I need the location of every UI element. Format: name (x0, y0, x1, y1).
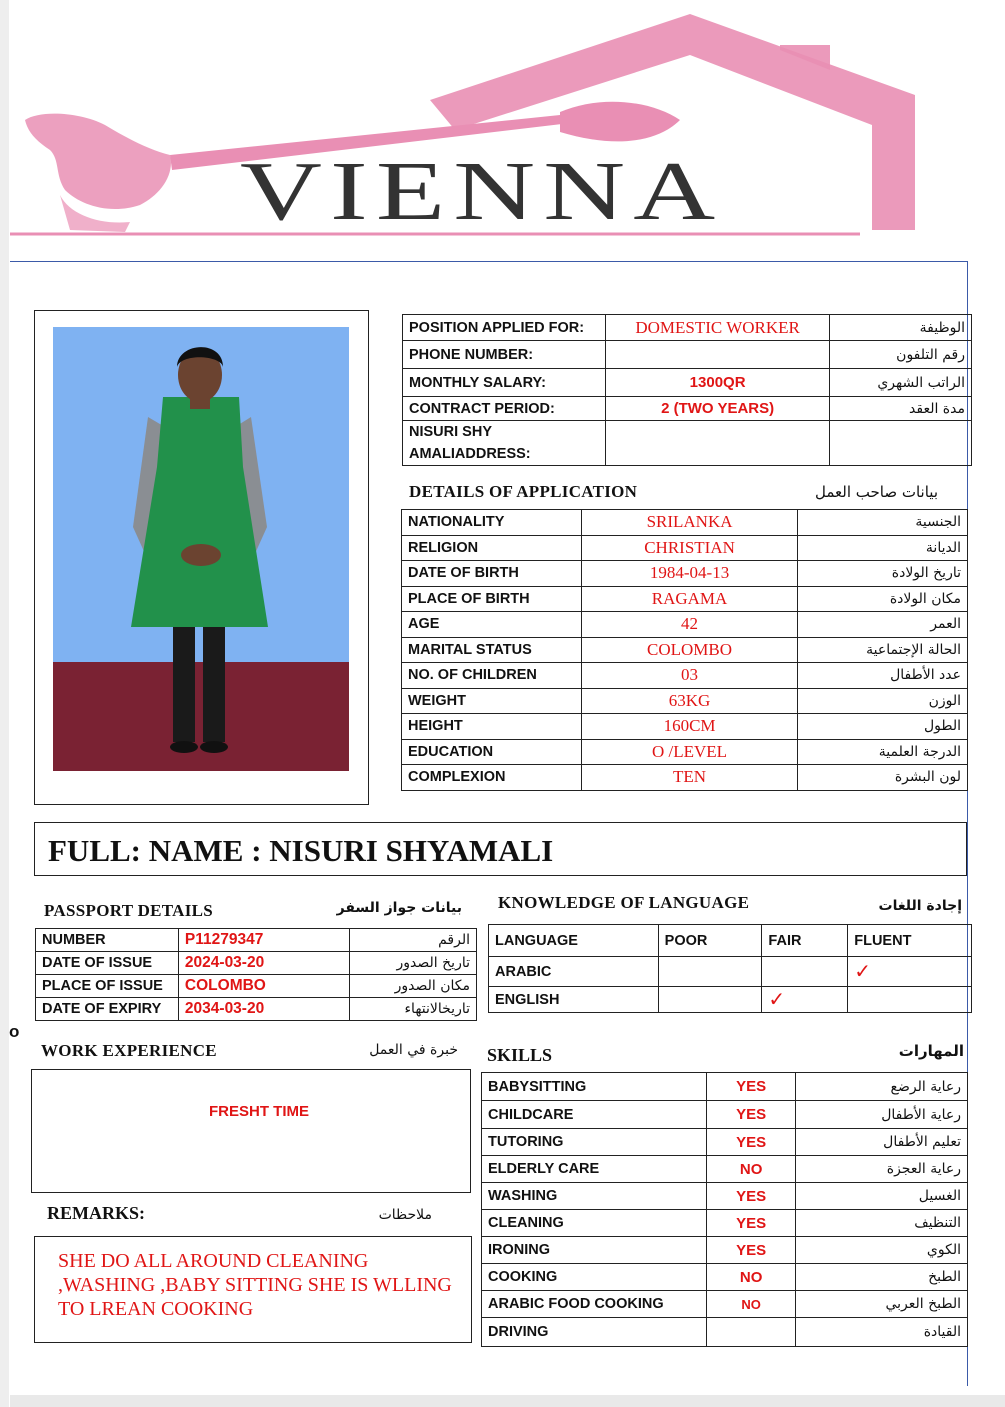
table-row (482, 1073, 968, 1101)
row-label: NO. OF CHILDREN (402, 663, 582, 689)
row-value: SRILANKA (581, 510, 797, 536)
row-label: MARITAL STATUS (402, 637, 582, 663)
row-label: NATIONALITY (402, 510, 582, 536)
english-fair-check-icon: ✓ (762, 987, 848, 1013)
row-label: DATE OF BIRTH (402, 561, 582, 587)
row-label: ELDERLY CARE (482, 1156, 707, 1183)
table-row (402, 612, 968, 638)
row-label-ar: تاريخ الصدور (350, 952, 477, 975)
language-table (488, 924, 972, 1013)
table-row (402, 739, 968, 765)
row-label-ar: رعاية الأطفال (796, 1101, 968, 1129)
phone-value (605, 341, 830, 369)
row-value: YES (706, 1129, 796, 1156)
row-value: NO (706, 1264, 796, 1291)
address-label-line2: AMALIADDRESS: (409, 446, 531, 462)
row-value: NO (706, 1291, 796, 1318)
row-value: YES (706, 1073, 796, 1101)
row-label: PLACE OF ISSUE (36, 975, 179, 998)
row-label: CLEANING (482, 1210, 707, 1237)
stray-mark: o (9, 1022, 20, 1041)
address-label-cell (403, 421, 606, 466)
skills-table (481, 1072, 968, 1347)
table-row (36, 929, 477, 952)
table-row (36, 952, 477, 975)
row-value: 160CM (581, 714, 797, 740)
logo (0, 0, 1005, 240)
application-table (401, 509, 968, 791)
position-table (402, 314, 972, 466)
row-label-ar: الغسيل (796, 1183, 968, 1210)
row-label: BABYSITTING (482, 1073, 707, 1101)
row-label-ar: الكوي (796, 1237, 968, 1264)
row-value: NO (706, 1156, 796, 1183)
table-row (489, 987, 972, 1013)
row-value: YES (706, 1101, 796, 1129)
position-label-ar: الوظيفة (830, 315, 972, 341)
full-name: FULL: NAME : NISURI SHYAMALI (48, 833, 554, 868)
row-label-ar: تاريخ الولادة (798, 561, 968, 587)
row-label: IRONING (482, 1237, 707, 1264)
row-label-ar: الدرجة العلمية (798, 739, 968, 765)
row-label: WASHING (482, 1183, 707, 1210)
row-value: 63KG (581, 688, 797, 714)
row-value: YES (706, 1210, 796, 1237)
row-value: TEN (581, 765, 797, 791)
arabic-fair (762, 957, 848, 987)
row-label: PLACE OF BIRTH (402, 586, 582, 612)
table-row (403, 421, 972, 466)
table-row (482, 1237, 968, 1264)
application-title-ar: بيانات صاحب العمل (815, 483, 938, 501)
address-label-line1: NISURI SHY (409, 424, 492, 440)
row-value: 42 (581, 612, 797, 638)
row-label-ar: الجنسية (798, 510, 968, 536)
row-value (706, 1318, 796, 1347)
row-label: NUMBER (36, 929, 179, 952)
row-label-ar: عدد الأطفال (798, 663, 968, 689)
row-value: P11279347 (178, 929, 349, 952)
table-row (402, 510, 968, 536)
row-value: RAGAMA (581, 586, 797, 612)
phone-label: PHONE NUMBER: (403, 341, 606, 369)
row-label: CHILDCARE (482, 1101, 707, 1129)
row-label-ar: التنظيف (796, 1210, 968, 1237)
row-label: ARABIC FOOD COOKING (482, 1291, 707, 1318)
table-row (402, 765, 968, 791)
row-value: COLOMBO (178, 975, 349, 998)
remarks-text: SHE DO ALL AROUND CLEANING ,WASHING ,BABY SITTING SHE IS WLLING TO LREAN COOKING (58, 1250, 452, 1320)
row-label-ar: الطبخ العربي (796, 1291, 968, 1318)
contract-value: 2 (TWO YEARS) (605, 397, 830, 421)
row-label-ar: رعاية الرضع (796, 1073, 968, 1101)
position-label: POSITION APPLIED FOR: (403, 315, 606, 341)
table-row (403, 315, 972, 341)
salary-value: 1300QR (605, 369, 830, 397)
language-header-fair: FAIR (762, 925, 848, 957)
row-value: 1984-04-13 (581, 561, 797, 587)
row-label-ar: مكان الصدور (350, 975, 477, 998)
row-label-ar: الرقم (350, 929, 477, 952)
language-header-fluent: FLUENT (848, 925, 972, 957)
arabic-poor (658, 957, 762, 987)
language-header-poor: POOR (658, 925, 762, 957)
row-label-ar: العمر (798, 612, 968, 638)
contract-label: CONTRACT PERIOD: (403, 397, 606, 421)
salary-label-ar: الراتب الشهري (830, 369, 972, 397)
row-label: HEIGHT (402, 714, 582, 740)
page-left-shadow (0, 0, 9, 1407)
position-value: DOMESTIC WORKER (605, 315, 830, 341)
row-label-ar: الطبخ (796, 1264, 968, 1291)
table-row (403, 341, 972, 369)
remarks-title: REMARKS: (47, 1203, 145, 1223)
frame-bottom-shadow (10, 1395, 1005, 1407)
frame-top-line (10, 261, 968, 262)
row-label-ar: تاريخالانتهاء (350, 998, 477, 1021)
table-row (489, 957, 972, 987)
language-header-language: LANGUAGE (489, 925, 659, 957)
remarks-title-ar: ملاحظات (378, 1207, 432, 1223)
language-english: ENGLISH (489, 987, 659, 1013)
row-label-ar: الوزن (798, 688, 968, 714)
full-name-box (34, 822, 967, 876)
table-row (402, 586, 968, 612)
table-row (482, 1101, 968, 1129)
applicant-photo (53, 327, 349, 771)
language-title-ar: إجادة اللغات (878, 898, 962, 914)
arabic-fluent-check-icon: ✓ (848, 957, 972, 987)
table-row (482, 1291, 968, 1318)
work-text: FRESHT TIME (209, 1103, 309, 1120)
address-label-ar (830, 421, 972, 466)
passport-table (35, 928, 477, 1021)
table-row (402, 714, 968, 740)
row-label-ar: لون البشرة (798, 765, 968, 791)
table-row (482, 1318, 968, 1347)
address-value (605, 421, 830, 466)
row-value: COLOMBO (581, 637, 797, 663)
row-label: DATE OF EXPIRY (36, 998, 179, 1021)
row-label-ar: الطول (798, 714, 968, 740)
skills-title-ar: المهارات (898, 1042, 964, 1060)
logo-text: VIENNA (240, 145, 724, 238)
contract-label-ar: مدة العقد (830, 397, 972, 421)
table-row (402, 663, 968, 689)
english-fluent (848, 987, 972, 1013)
row-label: DATE OF ISSUE (36, 952, 179, 975)
row-value: 2034-03-20 (178, 998, 349, 1021)
row-label: COOKING (482, 1264, 707, 1291)
row-label: COMPLEXION (402, 765, 582, 791)
row-value: YES (706, 1237, 796, 1264)
language-title: KNOWLEDGE OF LANGUAGE (498, 893, 750, 912)
work-title: WORK EXPERIENCE (41, 1041, 217, 1060)
table-row (402, 561, 968, 587)
table-row (36, 975, 477, 998)
table-row (402, 637, 968, 663)
salary-label: MONTHLY SALARY: (403, 369, 606, 397)
passport-title-ar: بيانات جواز السفر (336, 900, 462, 916)
row-label-ar: رعاية العجزة (796, 1156, 968, 1183)
language-arabic: ARABIC (489, 957, 659, 987)
phone-label-ar: رقم التلفون (830, 341, 972, 369)
work-box (31, 1069, 471, 1193)
application-title: DETAILS OF APPLICATION (409, 482, 638, 501)
row-value: CHRISTIAN (581, 535, 797, 561)
english-poor (658, 987, 762, 1013)
table-row (482, 1129, 968, 1156)
remarks-box (34, 1236, 472, 1343)
table-row (402, 535, 968, 561)
table-row (403, 397, 972, 421)
row-label-ar: القيادة (796, 1318, 968, 1347)
row-value: YES (706, 1183, 796, 1210)
row-label: RELIGION (402, 535, 582, 561)
row-label: AGE (402, 612, 582, 638)
skills-title: SKILLS (487, 1045, 553, 1065)
table-row (403, 369, 972, 397)
table-row (482, 1156, 968, 1183)
row-label: DRIVING (482, 1318, 707, 1347)
photo-frame (34, 310, 369, 805)
row-label-ar: الحالة الإجتماعية (798, 637, 968, 663)
table-row (482, 1264, 968, 1291)
work-title-ar: خبرة في العمل (369, 1042, 458, 1058)
table-row (402, 688, 968, 714)
row-label: TUTORING (482, 1129, 707, 1156)
row-value: O /LEVEL (581, 739, 797, 765)
table-row (482, 1210, 968, 1237)
row-label-ar: مكان الولادة (798, 586, 968, 612)
table-row (482, 1183, 968, 1210)
row-value: 2024-03-20 (178, 952, 349, 975)
row-label-ar: تعليم الأطفال (796, 1129, 968, 1156)
row-label: WEIGHT (402, 688, 582, 714)
row-value: 03 (581, 663, 797, 689)
row-label-ar: الديانة (798, 535, 968, 561)
table-row (36, 998, 477, 1021)
table-row (489, 925, 972, 957)
passport-title: PASSPORT DETAILS (44, 901, 214, 920)
row-label: EDUCATION (402, 739, 582, 765)
